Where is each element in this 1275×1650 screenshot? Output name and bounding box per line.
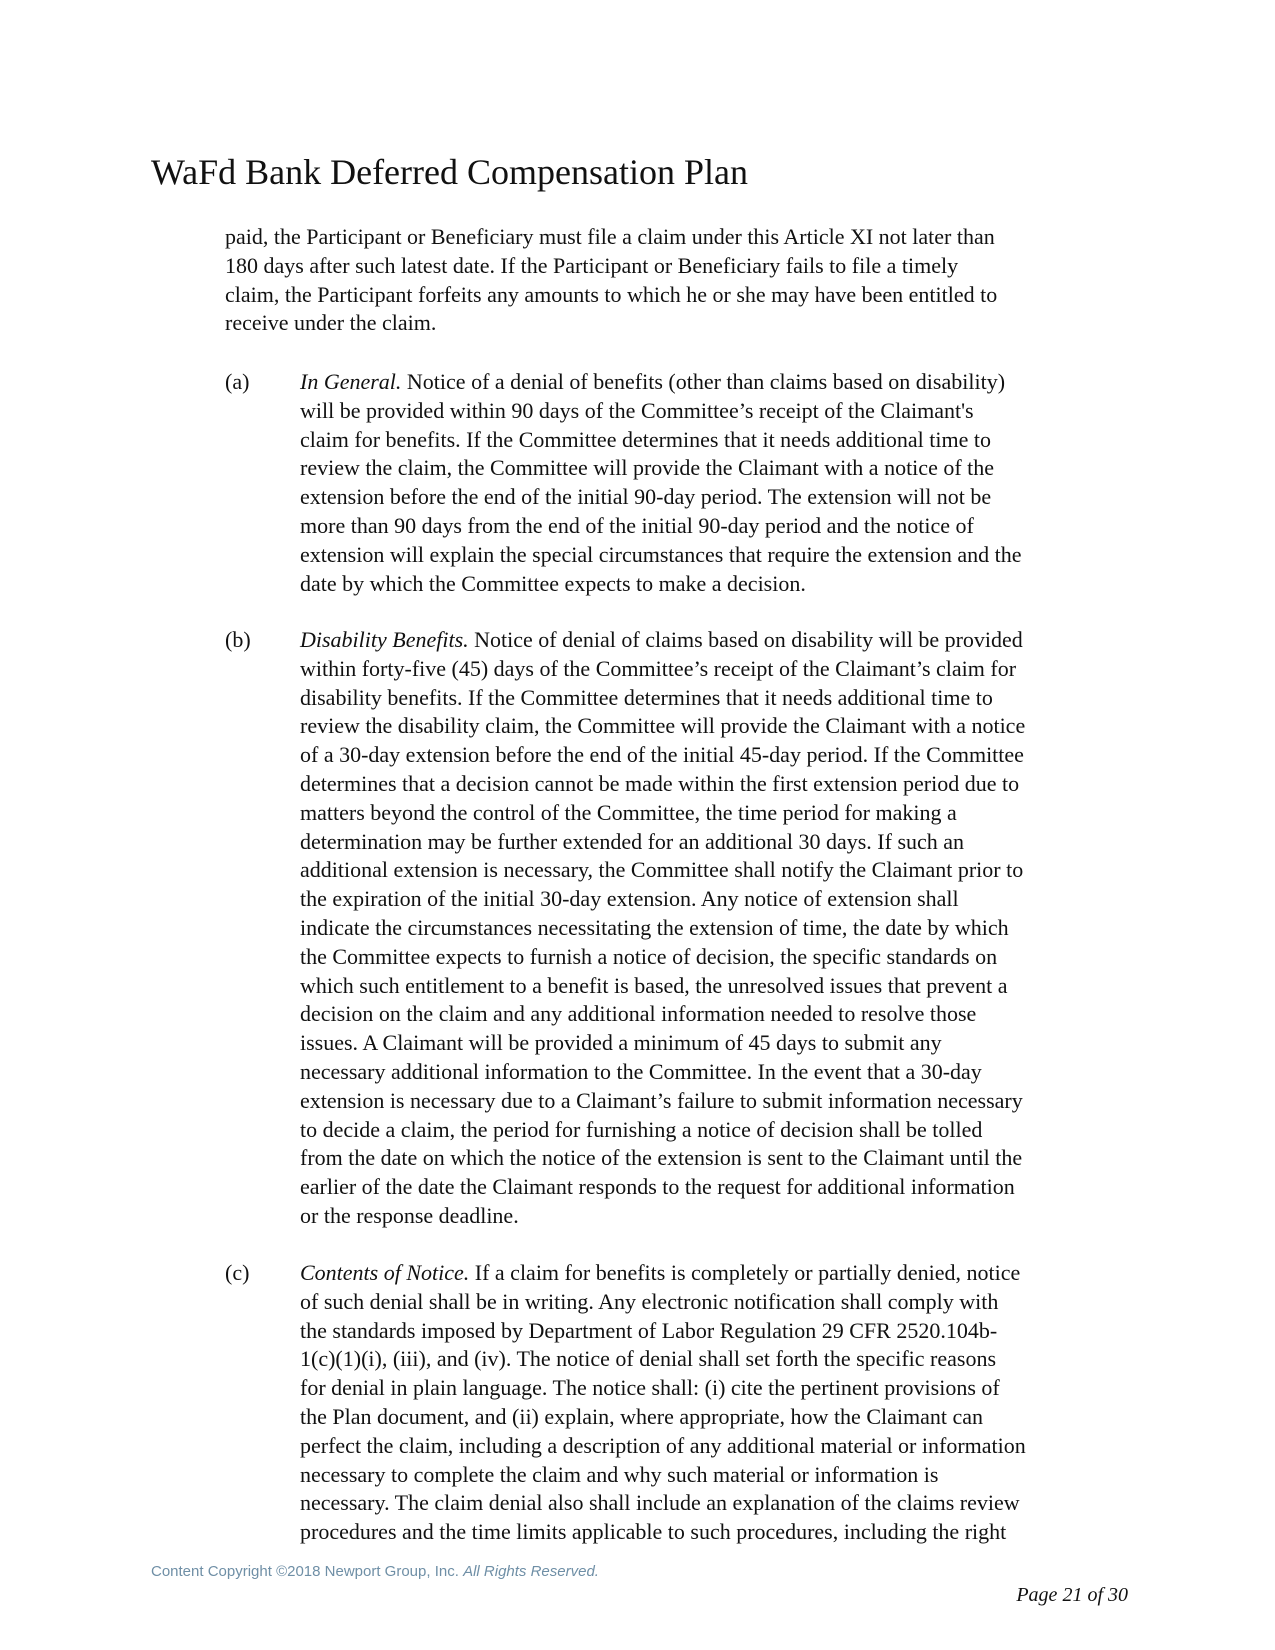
text-line: decision on the claim and any additional information needed to resolve those — [300, 1001, 977, 1027]
section-paragraph — [300, 368, 1021, 598]
section-paragraph — [300, 1259, 1026, 1547]
copyright-text: Content Copyright ©2018 Newport Group, Inc. — [151, 1563, 464, 1580]
text-line: necessary additional information to the Committee. In the event that a 30-day — [300, 1058, 982, 1084]
text-line: paid, the Participant or Beneficiary must file a claim under this Article XI not later than — [225, 224, 995, 249]
text-line: review the disability claim, the Committee will provide the Claimant with a notice — [300, 713, 1026, 739]
text-line: perfect the claim, including a description of any additional material or information — [300, 1432, 1026, 1458]
text-line: the Plan document, and (ii) explain, where appropriate, how the Claimant can — [300, 1403, 983, 1429]
text-line — [300, 626, 1025, 655]
text-line: of a 30-day extension before the end of the initial 45-day period. If the Committee — [300, 742, 1024, 768]
text-line: the standards imposed by Department of Labor Regulation 29 CFR 2520.104b- — [300, 1317, 998, 1343]
text-line: indicate the circumstances necessitating the extension of time, the date by which — [300, 914, 1009, 940]
text-line: for denial in plain language. The notice shall: (i) cite the pertinent provisions of — [300, 1375, 1000, 1401]
page-number: Page 21 of 30 — [1016, 1584, 1128, 1606]
text-line: from the date on which the notice of the extension is sent to the Claimant until the — [300, 1145, 1023, 1171]
text-line: 1(c)(1)(i), (iii), and (iv). The notice of denial shall set forth the specific reasons — [300, 1346, 997, 1372]
text-line: procedures and the time limits applicable to such procedures, including the right — [300, 1519, 1007, 1545]
text-line: extension will explain the special circumstances that require the extension and the — [300, 541, 1022, 567]
text-line: extension is necessary due to a Claimant’s failure to submit information necessary — [300, 1087, 1023, 1113]
text-line: of such denial shall be in writing. Any electronic notification shall comply with — [300, 1288, 999, 1314]
text-line: more than 90 days from the end of the initial 90-day period and the notice of — [300, 512, 974, 538]
text-line: or the response deadline. — [300, 1202, 519, 1228]
text-line: claim, the Participant forfeits any amounts to which he or she may have been entitled to — [225, 281, 998, 307]
text-line: date by which the Committee expects to make a decision. — [300, 570, 806, 596]
document-title: WaFd Bank Deferred Compensation Plan — [151, 152, 748, 192]
text-line: review the claim, the Committee will provide the Claimant with a notice of the — [300, 455, 995, 481]
text-line: which such entitlement to a benefit is based, the unresolved issues that prevent a — [300, 972, 1008, 998]
copyright-footer — [151, 1563, 599, 1580]
section-heading: Disability Benefits. — [300, 627, 469, 652]
text-fragment: Notice of a denial of benefits (other than claims based on disability) — [401, 369, 1006, 394]
text-line: claim for benefits. If the Committee determines that it needs additional time to — [300, 426, 991, 452]
text-line: will be provided within 90 days of the Committee’s receipt of the Claimant's — [300, 397, 974, 423]
text-line: the expiration of the initial 30-day extension. Any notice of extension shall — [300, 886, 959, 912]
text-line: issues. A Claimant will be provided a minimum of 45 days to submit any — [300, 1030, 942, 1056]
text-line: within forty-five (45) days of the Committee’s receipt of the Claimant’s claim for — [300, 655, 1017, 681]
text-line: 180 days after such latest date. If the Participant or Beneficiary fails to file a timely — [225, 252, 959, 278]
text-line: receive under the claim. — [225, 310, 437, 336]
text-line — [300, 1259, 1026, 1288]
text-line: necessary. The claim denial also shall include an explanation of the claims review — [300, 1490, 1020, 1516]
section-label: (c) — [225, 1260, 250, 1285]
text-fragment: Notice of denial of claims based on disability will be provided — [468, 627, 1023, 652]
text-line: extension before the end of the initial 90-day period. The extension will not be — [300, 484, 992, 510]
text-line: disability benefits. If the Committee determines that it needs additional time to — [300, 684, 993, 710]
text-line: determination may be further extended for an additional 30 days. If such an — [300, 828, 965, 854]
text-line — [300, 368, 1021, 397]
text-line: matters beyond the control of the Committee, the time period for making a — [300, 799, 957, 825]
intro-paragraph — [225, 223, 997, 338]
text-line: determines that a decision cannot be made within the first extension period due to — [300, 770, 1020, 796]
section-heading: In General. — [300, 369, 402, 394]
text-fragment: If a claim for benefits is completely or partially denied, notice — [469, 1260, 1021, 1285]
section-heading: Contents of Notice. — [300, 1260, 470, 1285]
section-paragraph — [300, 626, 1025, 1231]
text-line: to decide a claim, the period for furnishing a notice of decision shall be tolled — [300, 1116, 983, 1142]
text-line: necessary to complete the claim and why such material or information is — [300, 1461, 939, 1487]
section-label: (a) — [225, 369, 250, 394]
text-line: the Committee expects to furnish a notice of decision, the specific standards on — [300, 943, 998, 969]
section-label: (b) — [225, 627, 251, 652]
rights-text: All Rights Reserved. — [463, 1563, 599, 1580]
text-line: additional extension is necessary, the Committee shall notify the Claimant prior to — [300, 857, 1024, 883]
text-line: earlier of the date the Claimant responds to the request for additional information — [300, 1174, 1015, 1200]
